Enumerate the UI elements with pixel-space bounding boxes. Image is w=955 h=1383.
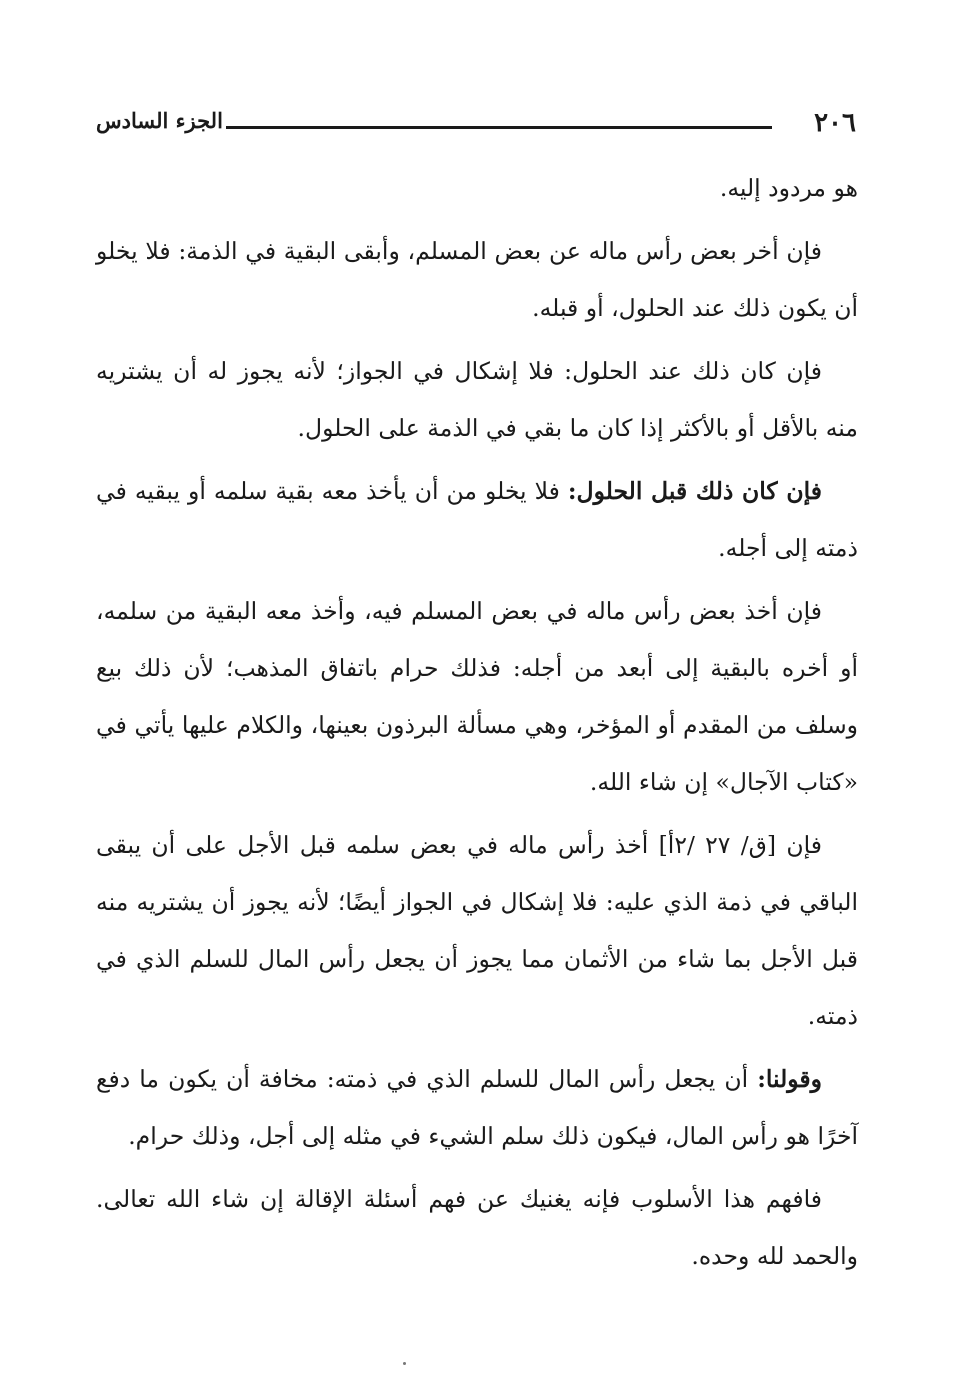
paragraph	[96, 463, 858, 577]
paragraph-text: فإن أخذ بعض رأس ماله في بعض المسلم فيه، وأخذ معه البقية من سلمه، أو أخره بالبقية إلى أبعد من أجله: فذلك حرام باتفاق المذهب؛ لأن ذلك بيع وسلف من المقدم أو المؤخر، وهي مسألة البرذون بعينها، والكلام عليها يأتي في «كتاب الآجال» إن شاء الله.	[96, 597, 858, 796]
paragraph-text: هو مردود إليه.	[719, 174, 858, 202]
paragraph	[96, 817, 858, 1045]
paragraph-text: فإن [ق/ ٢٧ /٢أ] أخذ رأس ماله في بعض سلمه قبل الأجل على أن يبقى الباقي في ذمة الذي عليه: فلا إشكال في الجواز أيضًا؛ لأنه يجوز أن يشتريه منه قبل الأجل بما شاء من الأثمان مما يجوز أن يجعل رأس المال للسلم الذي في ذمته.	[96, 831, 858, 1030]
paragraph	[96, 160, 858, 217]
paragraph	[96, 223, 858, 337]
paragraph-text: فإن كان ذلك عند الحلول: فلا إشكال في الجواز؛ لأنه يجوز له أن يشتريه منه بالأقل أو بالأكثر إذا كان ما بقي في الذمة على الحلول.	[96, 357, 858, 442]
page-number: ٢٠٦	[814, 108, 856, 138]
paragraph-text: فلا يخلو من أن يأخذ معه بقية سلمه أو يبقيه في ذمته إلى أجله.	[96, 477, 858, 562]
body-text	[96, 160, 858, 1291]
paragraph-lead: فإن كان ذلك قبل الحلول:	[567, 477, 822, 505]
paragraph-lead: وقولنا:	[757, 1065, 822, 1093]
paragraph	[96, 583, 858, 811]
paragraph	[96, 1051, 858, 1165]
running-title: الجزء السادس	[96, 108, 223, 133]
scan-speck	[403, 1362, 406, 1365]
paragraph-text: فافهم هذا الأسلوب فإنه يغنيك عن فهم أسئلة الإقالة إن شاء الله تعالى. والحمد لله وحده.	[96, 1185, 858, 1270]
paragraph-text: أن يجعل رأس المال للسلم الذي في ذمته: مخافة أن يكون ما دفع آخرًا هو رأس المال، فيكون ذلك سلم الشيء في مثله إلى أجل، وذلك حرام.	[96, 1065, 858, 1150]
paragraph-text: فإن أخر بعض رأس ماله عن بعض المسلم، وأبقى البقية في الذمة: فلا يخلو أن يكون ذلك عند الحلول، أو قبله.	[96, 237, 858, 322]
page-header	[96, 104, 856, 144]
paragraph	[96, 343, 858, 457]
paragraph	[96, 1171, 858, 1285]
header-rule	[226, 126, 772, 129]
